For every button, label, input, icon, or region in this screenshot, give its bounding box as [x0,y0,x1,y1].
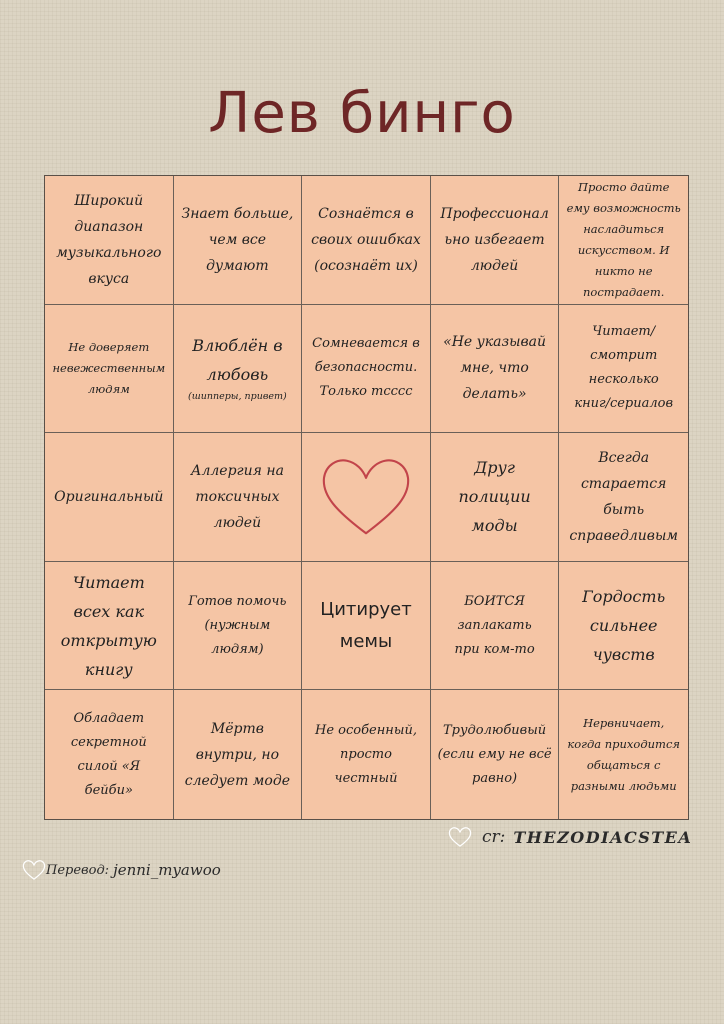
cell-line: книг/сериалов [574,396,674,412]
bingo-cell-20 [559,562,688,691]
bingo-cell-21 [45,690,174,819]
cell-line: ему возможность [566,200,681,215]
cell-line: Читает/ [592,324,656,340]
cell-line: разными людьми [570,778,677,793]
bingo-cell-7 [174,305,303,434]
cell-line: людям) [211,641,264,657]
cell-line: пострадает. [582,284,665,299]
cell-line: смотрит [590,348,658,364]
cell-line: (нужным [204,617,271,633]
cell-line: токсичных [195,488,280,505]
cell-line: заплакать [457,617,532,633]
cell-line: чем все [208,231,267,248]
cell-line: любовь [206,365,269,385]
bingo-cell-free [302,433,431,562]
cell-line: искусством. И [577,242,670,257]
credit-line [448,822,692,852]
cell-line: Оригинальный [54,488,164,505]
bingo-cell-12 [174,433,303,562]
cell-line: секретной [70,734,147,750]
cell-line: внутри, но [195,746,280,763]
cell-line: сильнее [589,616,658,636]
cell-line: Трудолюбивый [443,722,547,738]
translation-label: Перевод: [46,862,110,878]
cell-line: музыкального [56,244,162,261]
cell-line: Читает [72,572,145,592]
cell-line: думают [206,257,269,274]
bingo-cell-17 [174,562,303,691]
bingo-cell-16 [45,562,174,691]
cell-line: моды [471,516,518,536]
bingo-grid [44,175,689,820]
bingo-cell-1 [45,176,174,305]
cell-line: мне, что [460,360,529,377]
bingo-cell-6 [45,305,174,434]
credit-prefix: cr: [482,827,506,847]
cell-line: чувств [592,645,655,665]
cell-line: просто [340,746,392,762]
bingo-cell-8 [302,305,431,434]
cell-line: равно) [472,770,518,786]
cell-line: Только тсссс [319,384,413,400]
cell-line: делать» [462,386,527,403]
cell-line: Не доверяет [68,339,150,354]
cell-line: «Не указывай [443,334,547,351]
cell-line: старается [580,475,667,492]
cell-line: вкуса [88,270,130,287]
cell-note: (шипперы, привет) [188,391,287,403]
cell-line: своих ошибках [311,231,421,248]
cell-line: Мёртв [210,720,264,737]
cell-line: мемы [339,630,393,652]
cell-line: Нервничает, [583,715,665,730]
cell-line: открытую [60,630,157,650]
heart-outline-icon [22,859,46,881]
heart-icon [318,455,414,539]
cell-line: Готов помочь [188,593,287,609]
bingo-cell-9 [431,305,560,434]
cell-line: быть [603,501,645,518]
cell-line: безопасности. [314,360,418,376]
cell-line: насладиться [583,221,665,236]
heart-outline-icon [448,826,472,848]
cell-line: Не особенный, [315,722,417,738]
bingo-cell-14 [431,433,560,562]
cell-line: честный [334,770,398,786]
cell-line: БОИТСЯ [464,593,525,609]
cell-line: (осознаёт их) [314,257,418,274]
cell-line: Всегда [598,449,650,466]
cell-line: ьно избегает [444,231,545,248]
bingo-cell-19 [431,562,560,691]
cell-line: Широкий [74,192,144,209]
cell-line: Сознаётся в [318,205,414,222]
cell-line: Аллергия на [190,462,284,479]
bingo-cell-3 [302,176,431,305]
cell-line: книгу [84,659,133,679]
cell-line: при ком-то [454,641,535,657]
cell-line: людей [213,514,262,531]
cell-line: следует моде [184,772,291,789]
bingo-cell-25 [559,690,688,819]
cell-line: Влюблён в [192,336,283,356]
bingo-cell-23 [302,690,431,819]
cell-line: силой «Я [77,758,141,774]
cell-line: невежественным [52,360,166,375]
cell-line: Знает больше, [181,205,294,222]
bingo-cell-15 [559,433,688,562]
cell-line: общаться с [586,757,661,772]
cell-line: никто не [594,263,653,278]
cell-line: людям [87,381,130,396]
cell-line: Профессионал [440,205,549,222]
cell-line: (если ему не всё [437,746,552,762]
bingo-cell-22 [174,690,303,819]
cell-line: диапазон [74,218,144,235]
cell-line: Цитирует [320,598,412,620]
cell-line: Просто дайте [577,179,670,194]
bingo-cell-10 [559,305,688,434]
cell-line: несколько [588,372,659,388]
bingo-cell-18 [302,562,431,691]
credit-author: THEZODIACSTEA [513,827,693,847]
cell-line: бейби» [84,782,133,798]
page-title: Лев бинго [208,81,516,146]
bingo-cell-2 [174,176,303,305]
bingo-cell-4 [431,176,560,305]
bingo-cell-24 [431,690,560,819]
cell-line: справедливым [569,527,678,544]
cell-line: Гордость [582,587,666,607]
cell-line: всех как [73,601,145,621]
cell-line: людей [470,257,519,274]
cell-line: Друг [474,458,515,478]
cell-line: полиции [458,487,531,507]
cell-line: Сомневается в [312,336,420,352]
bingo-cell-5 [559,176,688,305]
cell-line: когда приходится [567,736,681,751]
translation-credit [22,856,221,884]
cell-line: Обладает [73,710,145,726]
translator-handle: jenni_myawoo [113,861,221,879]
bingo-cell-11 [45,433,174,562]
